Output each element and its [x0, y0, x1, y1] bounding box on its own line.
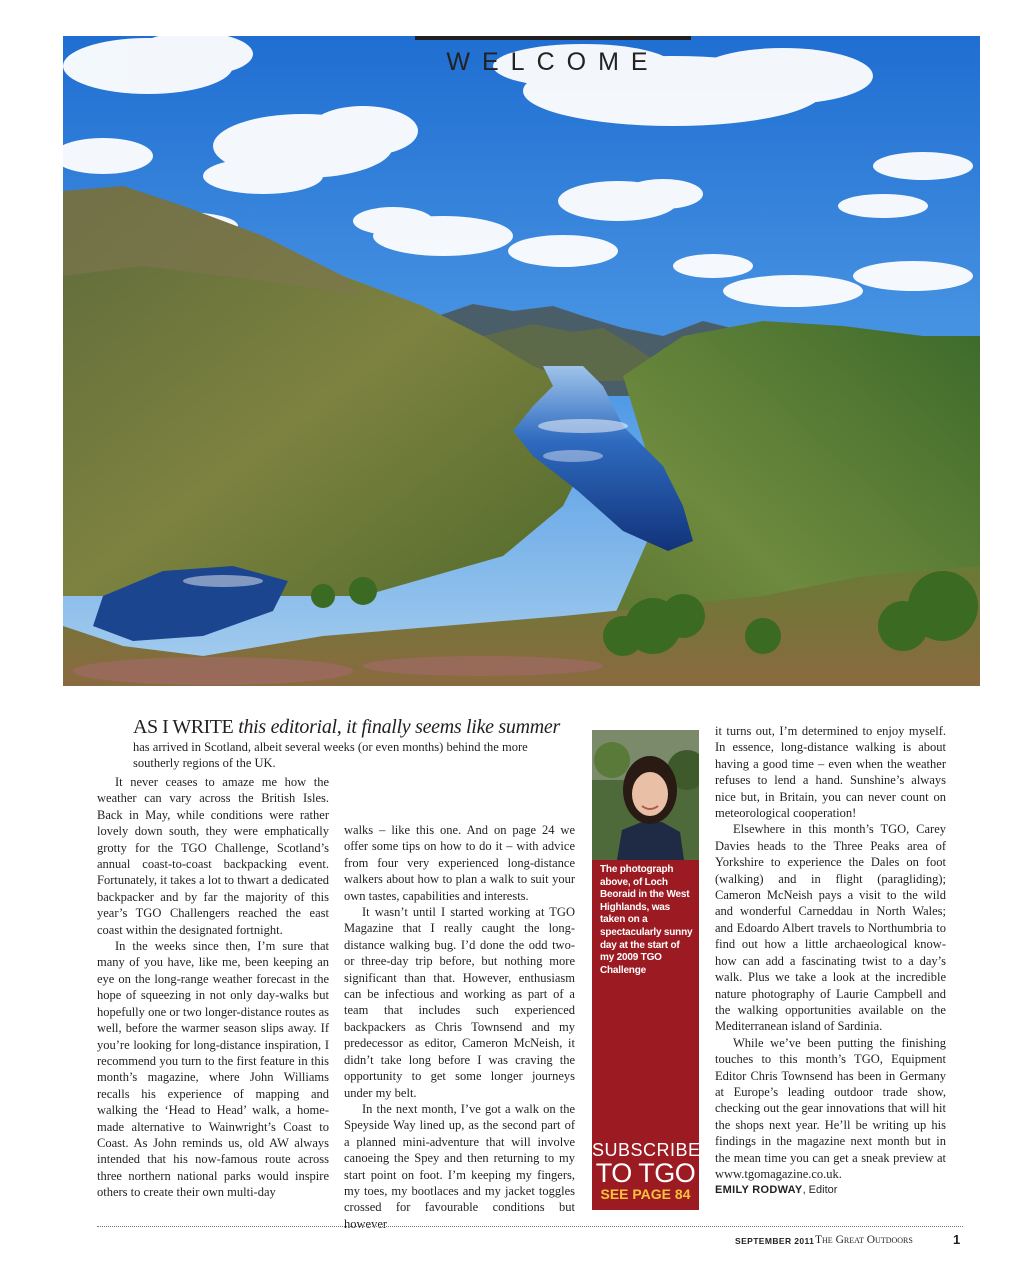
subscribe-page-ref: SEE PAGE 84: [600, 1186, 691, 1202]
paragraph: It wasn’t until I started working at TGO Magazine that I really caught the long-distance walking bug. I’d done the odd two- or three-day trip before, but nothing more significant than that. However, enthusiasm can be infectious and working as part of a team that includes such experienced backpackers as Chris Townsend and my predecessor as editor, Cameron McNeish, it didn’t take long before I was craving the opportunity to get some longer journeys under my belt.: [344, 905, 575, 1100]
paragraph: Elsewhere in this month’s TGO, Carey Davies heads to the Three Peaks area of Yorkshire to experience the Dales on foot (walking) and in flight (paragliding); Cameron McNeish pays a visit to the wild and wonderful Carneddau in North Wales; and Edoardo Albert travels to Northumbria to find out how a little archaeological know-how can add a fascinating twist to a day’s walk. Plus we take a look at the incredible nature photography of Laurie Campbell and the walking opportunities available on the Mediterranean island of Sardinia.: [715, 822, 946, 1034]
section-title: WELCOME: [446, 48, 660, 76]
lead-italic: this editorial, it finally seems like summer: [238, 716, 560, 738]
page-number: 1: [953, 1232, 961, 1247]
hero-photo: [63, 36, 980, 686]
photo-caption: The photograph above, of Loch Beoraid in the West Highlands, was taken on a spectacularly sunny day at the start of my 2009 TGO Challenge: [600, 864, 693, 976]
editorial-column-3: [715, 723, 946, 1199]
issue-date: SEPTEMBER 2011: [735, 1236, 815, 1246]
paragraph: it turns out, I’m determined to enjoy myself. In essence, long-distance walking is about having a good time – even when the weather refuses to lend a hand. Sunshine’s always nice but, in Britain, you can never count on meteorological cooperation!: [715, 724, 946, 821]
paragraph: In the weeks since then, I’m sure that many of you have, like me, been keeping an eye on the long-range weather forecast in the hope of squeezing in not only day-walks but hopefully one or two longer-distance routes as well, before the warmer season slips away. If you’re looking for long-distance inspiration, I recommend you turn to the first feature in this month’s magazine, where John Williams recalls his experience of mapping and walking the ‘Head to Head’ walk, a home-made alternative to Wainwright’s Coast to Coast. As John reminds us, old AW always intended that his now-famous route across three northern national parks would inspire others to create their own multi-day: [97, 939, 329, 1200]
magazine-name: The Great Outdoors: [815, 1234, 913, 1246]
lead-continuation: has arrived in Scotland, albeit several weeks (or even months) behind the more southerly regions of the UK.: [133, 740, 528, 770]
editorial-intro: [133, 715, 573, 771]
editorial-column-1: [97, 774, 329, 1201]
sidebar-panel: [592, 860, 699, 1210]
paragraph: While we’ve been putting the finishing touches to this month’s TGO, Equipment Editor Chris Townsend has been in Germany at Europe’s leading outdoor trade show, checking out the gear innovations that will hit the shops next year. He’ll be writing up his findings in the magazine next month but in the mean time you can get a sneak preview at www.tgomagazine.co.uk.: [715, 1035, 946, 1181]
subscribe-line-1: SUBSCRIBE: [592, 1140, 701, 1160]
subscribe-promo[interactable]: [592, 1140, 699, 1202]
subscribe-line-2: TO TGO: [595, 1158, 696, 1188]
editorial-lead: [133, 715, 573, 739]
welcome-bar: [415, 36, 691, 40]
signoff: [715, 1182, 946, 1198]
paragraph: In the next month, I’ve got a walk on the Speyside Way lined up, as the second part of a planned mini-adventure that will involve canoeing the Spey and then returning to my start point on foot. I’m keeping my fingers, my toes, my bootlaces and my jacket toggles crossed for favourable conditions but however: [344, 1101, 575, 1231]
footer-rule: [97, 1226, 963, 1227]
paragraph: It never ceases to amaze me how the weather can vary across the British Isles. Back in May, while conditions were rather lovely down south, they were emphatically grotty for the TGO Challenge, Scotland’s annual coast-to-coast backpacking event. Fortunately, it takes a lot to thwart a dedicated backpacker and by far the majority of this year’s TGO Challengers reached the east coast within the designated fortnight.: [97, 775, 329, 937]
signoff-title: , Editor: [802, 1184, 838, 1197]
lead-caps: AS I WRITE: [133, 716, 234, 738]
signoff-name: EMILY RODWAY: [715, 1184, 803, 1197]
paragraph: walks – like this one. And on page 24 we offer some tips on how to do it – with advice from four very experienced long-distance walkers about how to plan a walk to suit your own tastes, capabilities and interests.: [344, 823, 575, 903]
editorial-column-2: [344, 822, 575, 1232]
editor-portrait: [592, 730, 699, 860]
